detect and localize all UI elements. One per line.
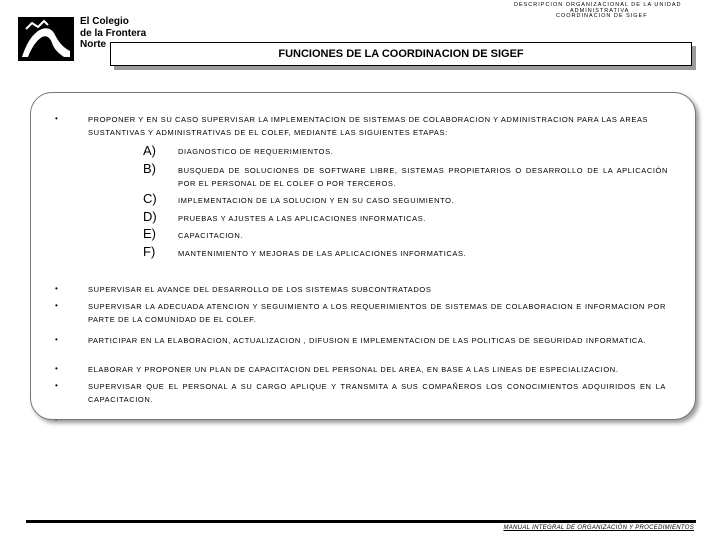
bullet: • <box>55 335 58 344</box>
step-text: DIAGNOSTICO DE REQUERIMIENTOS. <box>178 147 334 156</box>
header-line-3: COORDINACION DE SIGEF <box>556 13 648 17</box>
step-letter: C) <box>143 191 157 206</box>
list-item: SUPERVISAR QUE EL PERSONAL A SU CARGO APLIQUE Y TRANSMITA A SUS COMPAÑEROS LOS CONOCIMIENTOS ADQUIRIDOS EN LA CAPACITACION. <box>88 382 666 404</box>
list-item: ELABORAR Y PROPONER UN PLAN DE CAPACITACION DEL PERSONAL DEL AREA, EN BASE A LAS LINEAS DE ESPECIALIZACION. <box>88 365 619 374</box>
header-line-1: DESCRIPCION ORGANIZACIONAL DE LA UNIDAD <box>514 2 682 8</box>
bullet: • <box>55 364 58 373</box>
page-title-text: FUNCIONES DE LA COORDINACION DE SIGEF <box>278 48 524 60</box>
step-letter: A) <box>143 143 156 158</box>
step-text: BUSQUEDA DE SOLUCIONES DE SOFTWARE LIBRE, SISTEMAS PROPIETARIOS O DESARROLLO DE LA APLICACIÓN POR EL PERSONAL DE EL COLEF O POR TERCEROS. <box>178 166 668 188</box>
step-letter: F) <box>143 244 156 259</box>
bullet: • <box>55 301 58 310</box>
step-text: MANTENIMIENTO Y MEJORAS DE LAS APLICACIONES INFORMATICAS. <box>178 249 467 258</box>
page-title <box>110 42 692 66</box>
step-letter: E) <box>143 226 156 241</box>
logo-line-2: de la Frontera <box>80 27 147 39</box>
step-text: PRUEBAS Y AJUSTES A LAS APLICACIONES INFORMATICAS. <box>178 214 426 223</box>
list-item: PROPONER Y EN SU CASO SUPERVISAR LA IMPLEMENTACION DE SISTEMAS DE COLABORACION Y ADMINISTRACION PARA LAS AREAS SUSTANTIVAS Y ADMINISTRATIVAS DE EL COLEF, MEDIANTE LAS SIGUIENTES ETAPAS: <box>88 115 649 137</box>
list-item: SUPERVISAR EL AVANCE DEL DESARROLLO DE LOS SISTEMAS SUBCONTRATADOS <box>88 285 432 294</box>
trailing-mark: . <box>55 414 58 423</box>
logo-line-1: El Colegio <box>80 16 129 27</box>
bullet: • <box>55 381 58 390</box>
list-item: SUPERVISAR LA ADECUADA ATENCION Y SEGUIMIENTO A LOS REQUERIMIENTOS DE SISTEMAS DE COLABORACION E INFORMACION POR PARTE DE LA COMUNIDAD DE EL COLEF. <box>88 302 666 324</box>
colef-logo-icon <box>18 17 74 61</box>
bullet: • <box>55 284 58 293</box>
step-text: CAPACITACION. <box>178 231 244 240</box>
footer-text: MANUAL INTEGRAL DE ORGANIZACIÓN Y PROCEDIMIENTOS <box>503 525 694 531</box>
list-item: PARTICIPAR EN LA ELABORACION, ACTUALIZACION , DIFUSION E IMPLEMENTACION DE LAS POLITICAS DE SEGURIDAD INFORMATICA. <box>88 336 647 345</box>
bullet: • <box>55 114 58 123</box>
step-text: IMPLEMENTACION DE LA SOLUCION Y EN SU CASO SEGUIMIENTO. <box>178 196 455 205</box>
header-line-2: ADMINISTRATIVA <box>570 8 630 14</box>
step-letter: D) <box>143 209 157 224</box>
logo-line-3: Norte <box>80 39 107 50</box>
step-letter: B) <box>143 161 156 176</box>
footer-divider <box>26 520 696 523</box>
